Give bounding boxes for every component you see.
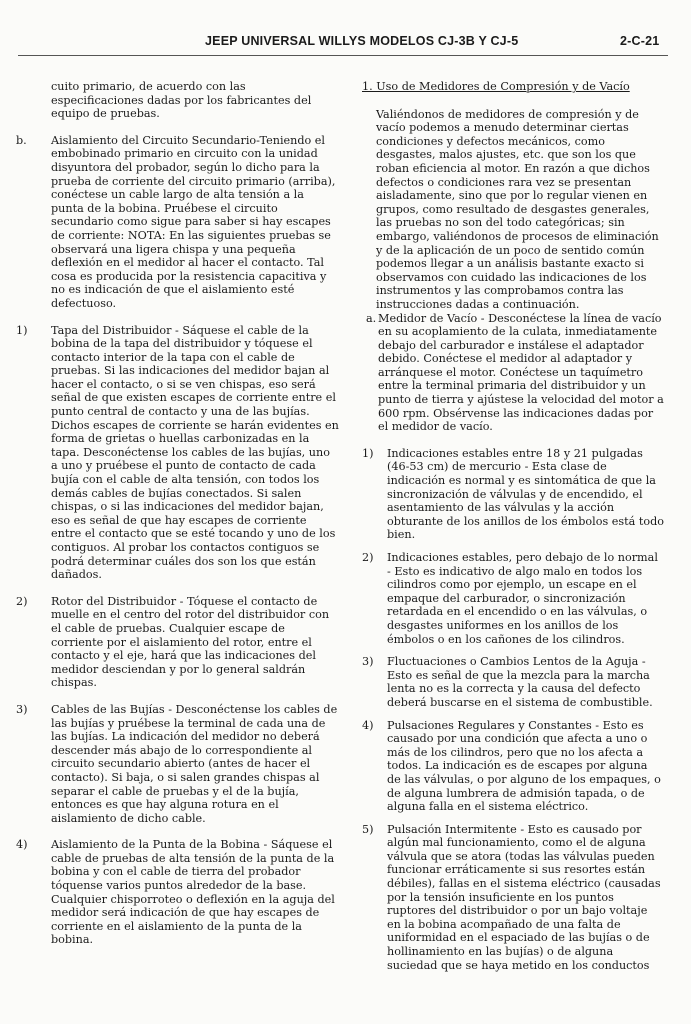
item-text: Rotor del Distribuidor - Tóquese el contacto de muelle en el centro del rotor del distribuidor con el cable de pruebas. Cualquier escape de corriente por el aislamiento del rotor, entre el contacto y el eje, hará que las indicaciones del medidor desciendan y por lo general saldrán chispas.	[51, 594, 330, 690]
item-number: 2)	[362, 551, 374, 564]
list-item	[16, 324, 340, 582]
item-text: Indicaciones estables, pero debajo de lo normal - Esto es indicativo de algo malo en todos los cilindros como por ejemplo, un escape en el empaque del carburador, o sincronización retardada en el encendido o en las válvulas, o desgastes uniformes en los anillos de los émbolos o en los cañones de los cilindros.	[387, 551, 658, 646]
running-title: JEEP UNIVERSAL WILLYS MODELOS CJ-3B Y CJ-5	[205, 34, 519, 48]
list-item	[16, 703, 340, 825]
item-text: Fluctuaciones o Cambios Lentos de la Aguja - Esto es señal de que la mezcla para la marcha lenta no es la correcta y la causa del defecto deberá buscarse en el sistema de combustible.	[387, 655, 653, 709]
right-column	[362, 80, 664, 981]
subsection-letter: a.	[366, 311, 377, 325]
item-number: 3)	[16, 702, 28, 716]
page-number: 2-C-21	[620, 34, 660, 48]
list-item	[362, 823, 664, 973]
section-heading: 1. Uso de Medidores de Compresión y de Vacío	[362, 80, 630, 93]
continued-paragraph: cuito primario, de acuerdo con las especificaciones dadas por los fabricantes del equipo de pruebas.	[51, 80, 312, 121]
item-text: Cables de las Bujías - Desconéctense los cables de las bujías y pruébese la terminal de cada una de las bujías. La indicación del medidor no deberá descender más abajo de lo correspondiente al circuito secundario abierto (antes de hacer el contacto). Si baja, o si salen grandes chispas al separar el cable de pruebas y el de la bujía, entonces es que hay alguna rotura en el aislamiento de dicho cable.	[51, 702, 338, 825]
header-rule	[18, 55, 668, 56]
subsection-text: Medidor de Vacío - Desconéctese la línea de vacío en su acoplamiento de la culata, inmediatamente debajo del carburador e instálese el adaptador debido. Conéctese el medidor al adaptador y arránquese el motor. Conéctese un taquímetro entre la terminal primaria del distribuidor y un punto de tierra y ajústese la velocidad del motor a 600 rpm. Obsérvense las indicaciones dadas por el medidor de vacío.	[378, 311, 664, 434]
list-item	[16, 595, 340, 690]
list-item	[362, 719, 664, 814]
subsection	[362, 312, 664, 434]
item-number: 5)	[362, 822, 374, 836]
item-number: 4)	[16, 838, 28, 852]
item-text: Pulsación Intermitente - Esto es causado por algún mal funcionamiento, como el de alguna válvula que se atora (todas las válvulas pueden funcionar erráticamente si sus resortes están débiles), fallas en el sistema eléctrico (causadas por la tensión insuficiente en los puntos ruptores del distribuidor o por un bajo voltaje en la bobina acompañado de una falta de uniformidad en el espaciado de las bujías o de hollinamiento en las bujías) o de alguna suciedad que se haya metido en los conductos	[387, 822, 661, 972]
list-item	[362, 655, 664, 709]
item-text: Indicaciones estables entre 18 y 21 pulgadas (46-53 cm) de mercurio - Esta clase de indicación es normal y es sintomática de que la sincronización de válvulas y de encendido, el asentamiento de las válvulas y la acción obturante de los anillos de los émbolos está todo bien.	[387, 446, 664, 542]
intro-paragraph: Valiéndonos de medidores de compresión y de vacío podemos a menudo determinar ciertas condiciones y defectos mecánicos, como desgastes, malos ajustes, etc. que son los que roban eficiencia al motor. En razón a que dichos defectos o condiciones rara vez se presentan aisladamente, sino que por lo regular vienen en grupos, como resultado de desgastes generales, las pruebas no son del todo categóricas; sin embargo, valiéndonos de procesos de eliminación y de la aplicación de un poco de sentido común podemos llegar a un análisis bastante exacto si observamos con cuidado las indicaciones de los instrumentos y las comprobamos contra las instrucciones dadas a continuación.	[376, 107, 659, 311]
item-number: 1)	[16, 323, 28, 337]
list-item	[362, 447, 664, 542]
left-column	[16, 80, 340, 960]
item-number: 2)	[16, 594, 28, 608]
item-number: 3)	[362, 655, 374, 669]
item-text: Pulsaciones Regulares y Constantes - Esto es causado por una condición que afecta a uno o más de los cilindros, pero que no los afecta a todos. La indicación es de escapes por alguna de las válvulas, o por alguno de los empaques, o de alguna lumbrera de admisión tapada, o de alguna falla en el sistema eléctrico.	[387, 718, 661, 814]
item-number: b.	[16, 133, 27, 147]
list-item	[16, 838, 340, 947]
item-text: Tapa del Distribuidor - Sáquese el cable de la bobina de la tapa del distribuidor y tóquese el contacto interior de la tapa con el cable de pruebas. Si las indicaciones del medidor bajan al hacer el contacto, o si se ven chispas, eso será señal de que existen escapes de corriente entre el punto central de contacto y una de las bujías. Dichos escapes de corriente se harán evidentes en forma de grietas o huellas carbonizadas en la tapa. Desconéctense los cables de las bujías, uno a uno y pruébese el punto de contacto de cada bujía con el cable de alta tensión, con todos los demás cables de bujías conectados. Si salen chispas, o si las indicaciones del medidor bajan, eso es señal de que hay escapes de corriente entre el contacto que se esté tocando y uno de los contiguos. Al probar los contactos contiguos se podrá determinar cuáles dos son los que están dañados.	[51, 323, 339, 582]
list-item	[362, 551, 664, 646]
item-text: Aislamiento del Circuito Secundario-Teniendo el embobinado primario en circuito con la unidad disyuntora del probador, según lo dicho para la prueba de corriente del circuito primario (arriba), conéctese un cable largo de alta tensión a la punta de la bobina. Pruébese el circuito secundario como sigue para saber si hay escapes de corriente: NOTA: En las siguientes pruebas se observará una ligera chispa y una pequeña deflexión en el medidor al hacer el contacto. Tal cosa es producida por la resistencia capacitiva y no es indicación de que el aislamiento esté defectuoso.	[51, 133, 336, 310]
item-number: 4)	[362, 718, 374, 732]
list-item	[16, 134, 340, 311]
item-text: Aislamiento de la Punta de la Bobina - Sáquese el cable de pruebas de alta tensión de la punta de la bobina y con el cable de tierra del probador tóquense varios puntos alrededor de la base. Cualquier chisporroteo o deflexión en la aguja del medidor será indicación de que hay escapes de corriente en el aislamiento de la punta de la bobina.	[51, 838, 335, 947]
item-number: 1)	[362, 446, 374, 460]
page-header	[0, 34, 691, 52]
